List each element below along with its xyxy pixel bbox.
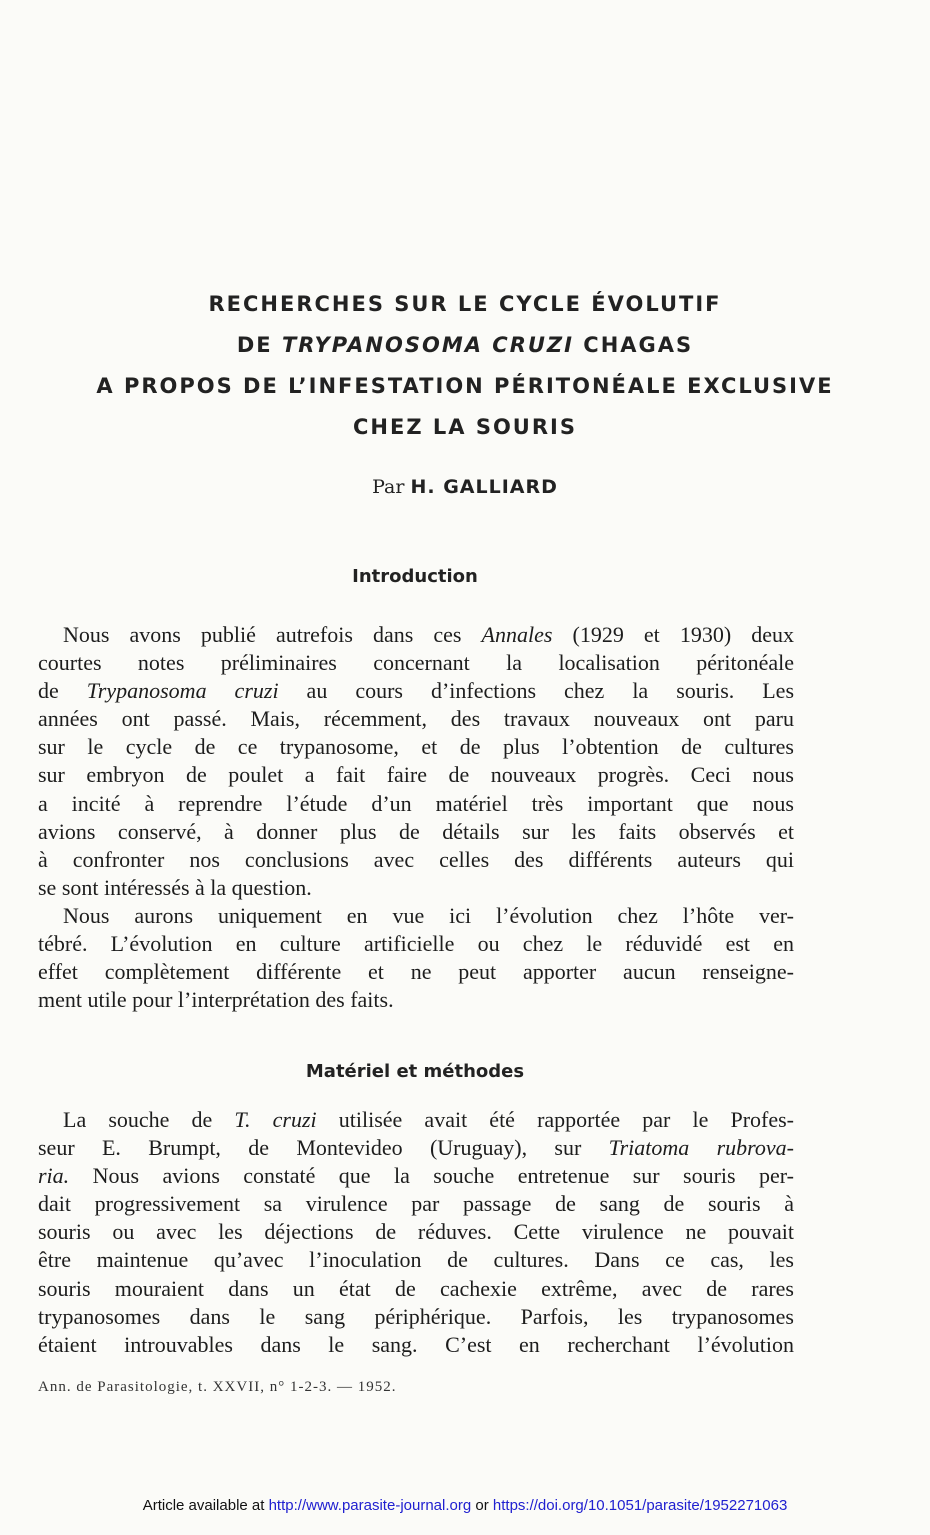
introduction-paragraph-1 xyxy=(38,621,794,902)
text-line: tébré. L’évolution en culture artificielle ou chez le réduvidé est en xyxy=(38,931,794,957)
availability-middle: or xyxy=(471,1497,493,1514)
text-line xyxy=(38,621,794,649)
title-line-3: A PROPOS DE L’INFESTATION PÉRITONÉALE EXCLUSIVE xyxy=(96,374,834,398)
text-line xyxy=(38,1106,794,1134)
text-line: dait progressivement sa virulence par passage de sang de souris à xyxy=(38,1191,794,1217)
text-line xyxy=(38,677,794,705)
text-line: sur embryon de poulet a fait faire de nouveaux progrès. Ceci nous xyxy=(38,762,794,788)
species-name-italic: Triatoma rubrova- xyxy=(608,1135,794,1161)
text-span: (1929 et 1930) deux xyxy=(552,622,794,647)
text-span: La souche de xyxy=(63,1107,235,1132)
title-line-2-suffix: CHAGAS xyxy=(573,333,694,357)
methods-heading: Matériel et méthodes xyxy=(305,1061,525,1082)
journal-reference: Ann. de Parasitologie, t. XXVII, n° 1-2-3. — 1952. xyxy=(38,1379,397,1395)
text-line: souris mouraient dans un état de cachexie extrême, avec de rares xyxy=(38,1275,794,1301)
text-line: être maintenue qu’avec l’inoculation de cultures. Dans ce cas, les xyxy=(38,1247,794,1273)
text-line: a incité à reprendre l’étude d’un matériel très important que nous xyxy=(38,790,794,816)
text-line: années ont passé. Mais, récemment, des travaux nouveaux ont paru xyxy=(38,706,794,732)
text-line xyxy=(38,1134,794,1162)
text-span: Nous avons publié autrefois dans ces xyxy=(63,622,482,647)
species-name-italic: Trypanosoma cruzi xyxy=(86,678,279,704)
species-name-italic: ria. xyxy=(38,1163,70,1189)
title-species-name: TRYPANOSOMA CRUZI xyxy=(281,333,574,357)
text-span: seur E. Brumpt, de Montevideo (Uruguay), sur xyxy=(38,1135,609,1161)
text-line: étaient introuvables dans le sang. C’est en recherchant l’évolution xyxy=(38,1331,794,1357)
text-span: au cours d’infections chez la souris. Les xyxy=(278,678,795,704)
methods-paragraph-1 xyxy=(38,1106,794,1359)
text-line xyxy=(38,1162,794,1190)
text-line: trypanosomes dans le sang périphérique. Parfois, les trypanosomes xyxy=(38,1303,794,1329)
text-line: Nous aurons uniquement en vue ici l’évolution chez l’hôte ver- xyxy=(63,903,794,928)
author-name: H. GALLIARD xyxy=(410,476,558,498)
introduction-heading: Introduction xyxy=(352,566,478,587)
text-line: effet complètement différente et ne peut apporter aucun renseigne- xyxy=(38,959,794,985)
journal-name-italic: Annales xyxy=(481,622,553,647)
title-line-1: RECHERCHES SUR LE CYCLE ÉVOLUTIF xyxy=(208,292,722,316)
author-line xyxy=(0,476,930,498)
text-span: utilisée avait été rapportée par le Profes- xyxy=(316,1107,794,1132)
introduction-paragraph-2 xyxy=(38,902,794,1014)
text-span: de xyxy=(38,678,87,704)
article-title xyxy=(0,284,930,448)
text-line: avions conservé, à donner plus de détails sur les faits observés et xyxy=(38,818,794,844)
text-line: souris ou avec les déjections de réduves. Cette virulence ne pouvait xyxy=(38,1219,794,1245)
availability-prefix: Article available at xyxy=(142,1497,269,1514)
doi-link[interactable]: https://doi.org/10.1051/parasite/1952271063 xyxy=(492,1497,788,1514)
author-prefix: Par xyxy=(372,476,405,498)
text-line: ment utile pour l’interprétation des faits. xyxy=(38,987,394,1013)
title-line-2-prefix: DE xyxy=(236,333,282,357)
text-line: courtes notes préliminaires concernant la localisation péritonéale xyxy=(38,650,794,676)
text-span: Nous avions constaté que la souche entretenue sur souris per- xyxy=(69,1163,794,1189)
title-line-4: CHEZ LA SOURIS xyxy=(353,415,577,439)
text-line: sur le cycle de ce trypanosome, et de plus l’obtention de cultures xyxy=(38,734,794,760)
availability-banner xyxy=(0,1497,930,1514)
text-line: se sont intéressés à la question. xyxy=(38,874,312,900)
title-line-2 xyxy=(0,325,930,366)
species-name-italic: T. cruzi xyxy=(234,1107,317,1132)
text-line: à confronter nos conclusions avec celles des différents auteurs qui xyxy=(38,846,794,872)
journal-link[interactable]: http://www.parasite-journal.org xyxy=(268,1497,472,1514)
